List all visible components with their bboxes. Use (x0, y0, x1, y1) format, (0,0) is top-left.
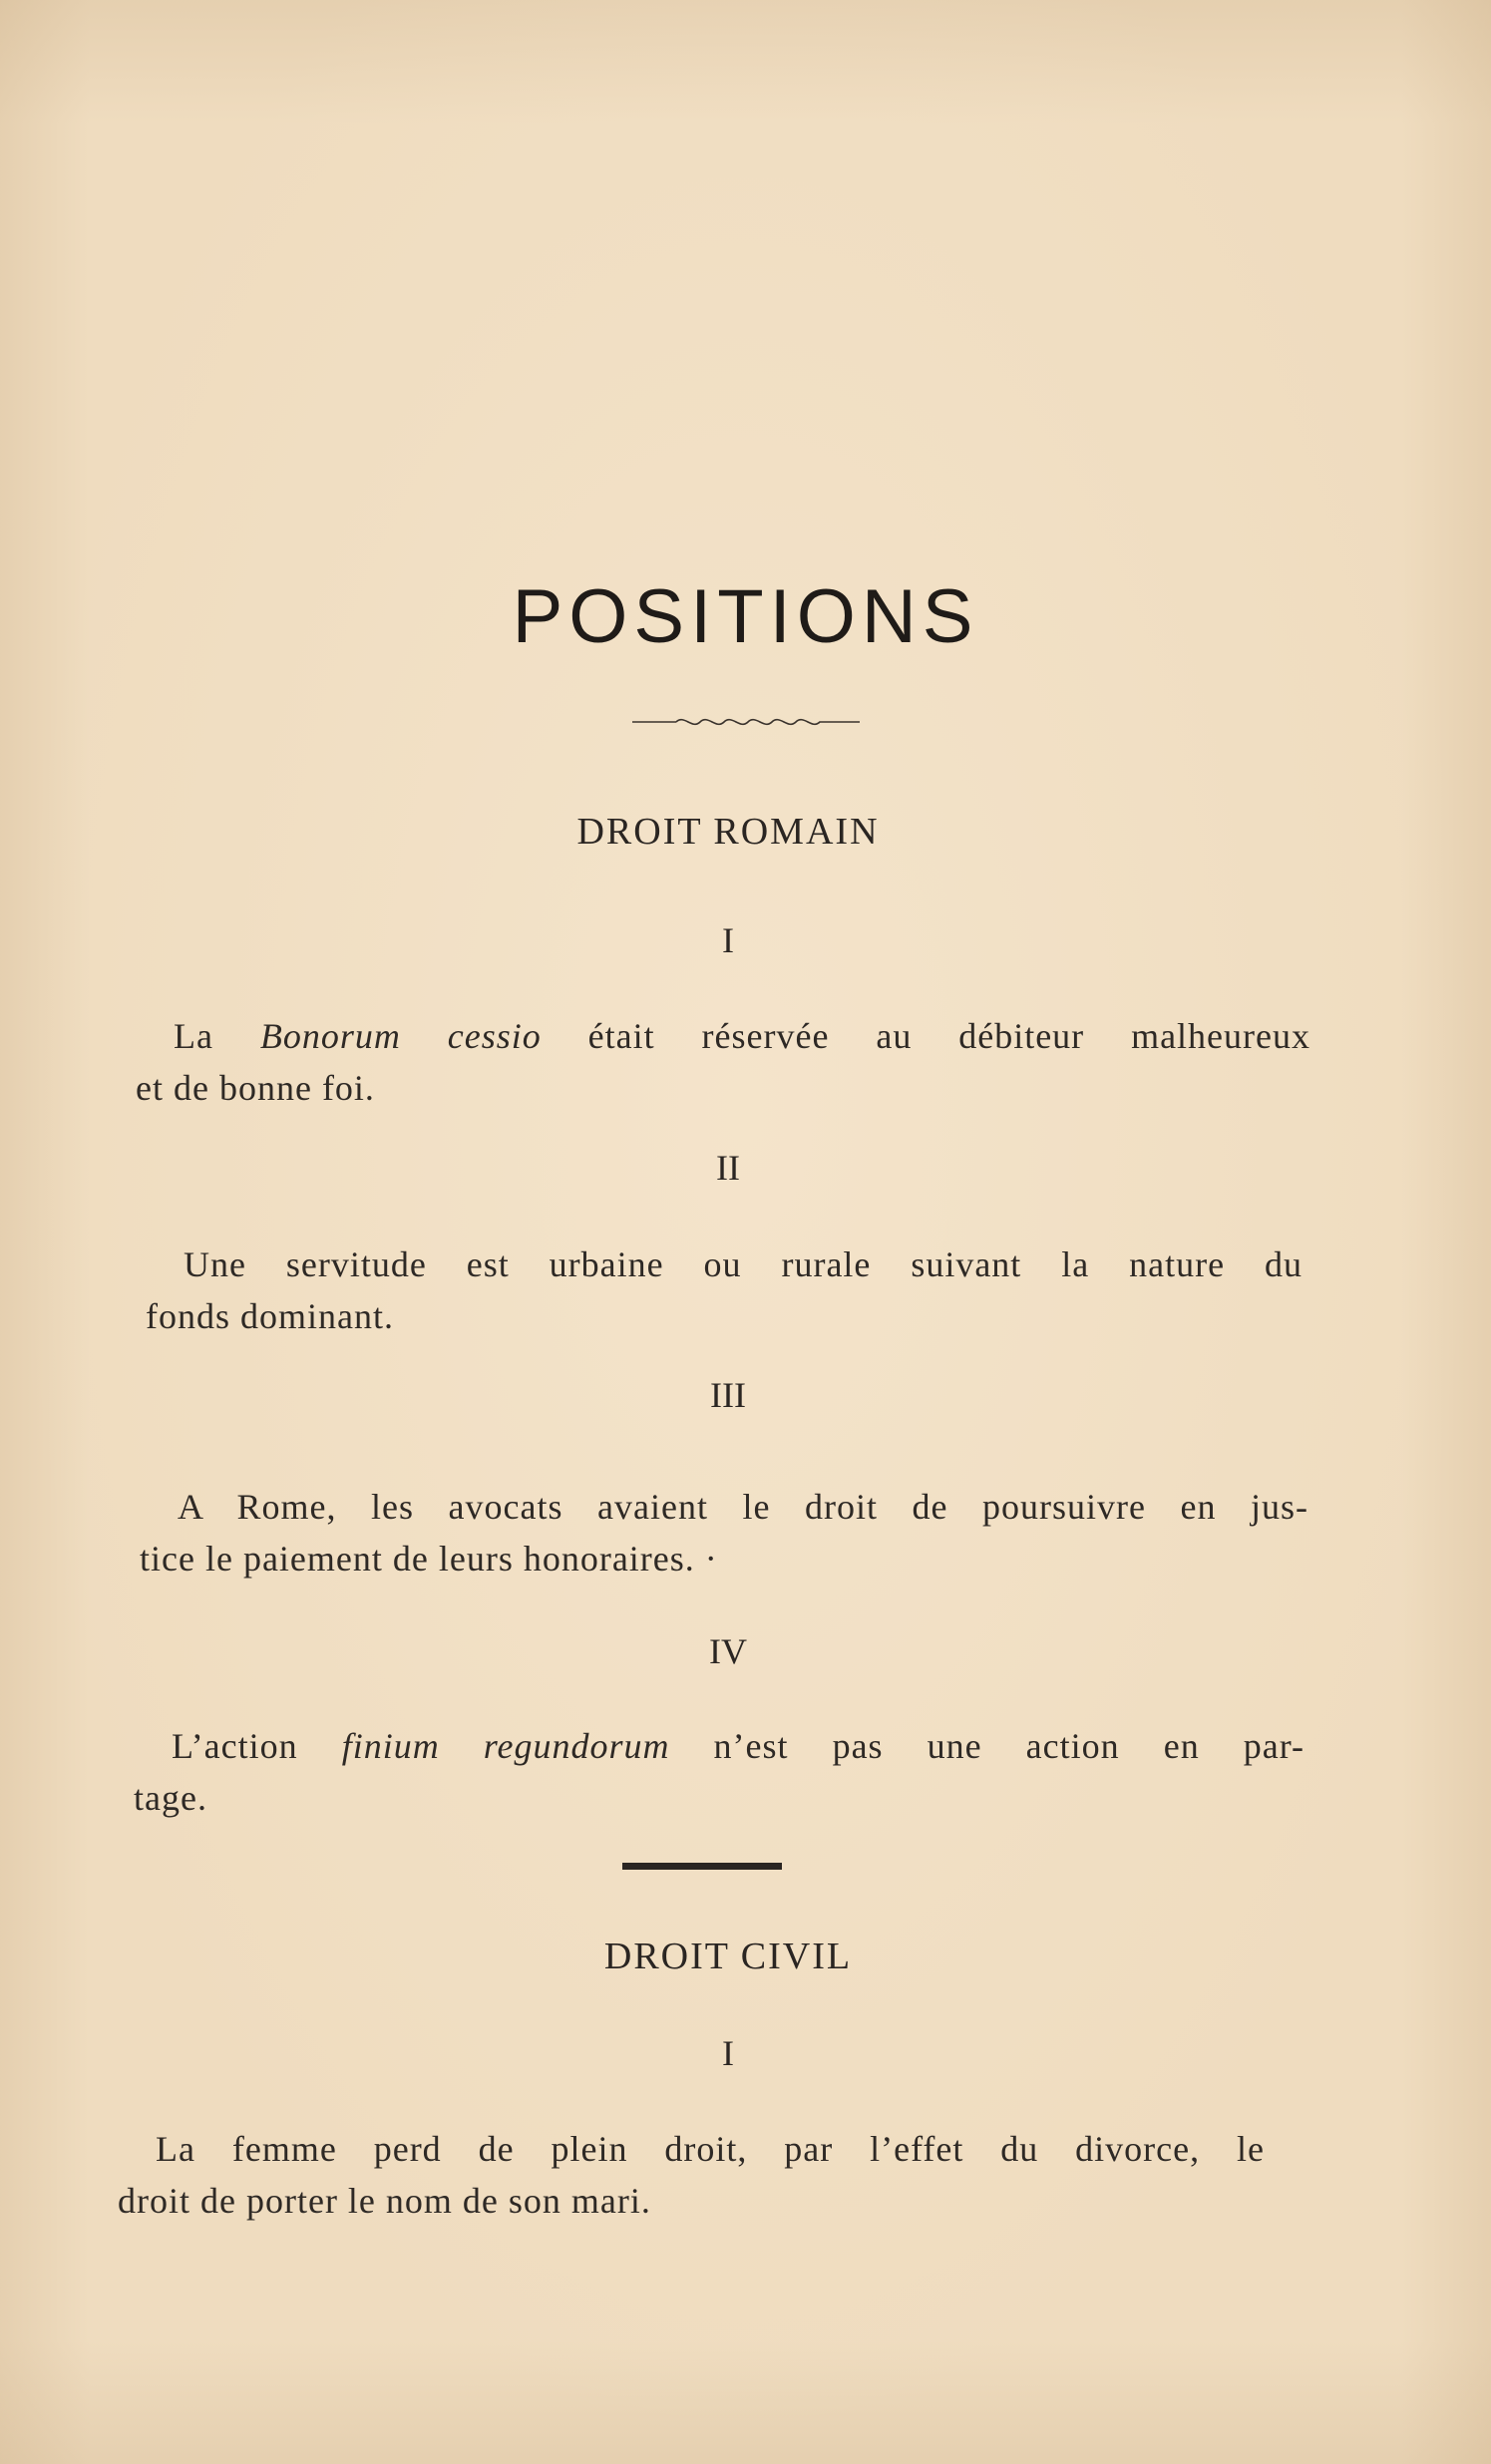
position-text-after: était réservée au débiteur malheureux (541, 1016, 1311, 1056)
position-text-line: La femme perd de plein droit, par l’effet du divorce, le (156, 2129, 1265, 2169)
position-numeral: I (722, 2033, 734, 2073)
section-heading-droit-romain: DROIT ROMAIN (576, 811, 880, 853)
position-text-continuation: droit de porter le nom de son mari. (118, 2181, 651, 2221)
position-numeral: I (722, 920, 734, 960)
section-rule (622, 1863, 782, 1870)
position-text (118, 2123, 1265, 2227)
position-numeral: II (716, 1148, 740, 1188)
position-numeral: IV (709, 1631, 747, 1671)
section-heading-droit-civil: DROIT CIVIL (603, 1936, 853, 1977)
position-text-continuation: tage. (134, 1778, 207, 1818)
position-text-italic: finium regundorum (341, 1726, 670, 1766)
position-numeral: III (710, 1375, 746, 1415)
position-text (140, 1481, 1308, 1584)
position-text-italic: Bonorum cessio (259, 1016, 542, 1056)
page-title: POSITIONS (512, 574, 979, 659)
ornament-divider (628, 710, 868, 734)
position-text-before: La (174, 1016, 260, 1056)
position-text-line: Une servitude est urbaine ou rurale suivant la nature du (184, 1244, 1303, 1284)
position-text-line: A Rome, les avocats avaient le droit de poursuivre en jus- (178, 1487, 1308, 1527)
position-text-continuation: et de bonne foi. (136, 1068, 375, 1108)
position-text (146, 1238, 1303, 1342)
position-text (136, 1010, 1310, 1114)
position-text (134, 1720, 1305, 1824)
position-text-continuation: fonds dominant. (146, 1296, 394, 1336)
position-text-after: n’est pas une action en par- (669, 1726, 1305, 1766)
position-text-continuation: tice le paiement de leurs honoraires. · (140, 1539, 718, 1579)
position-text-before: L’action (172, 1726, 342, 1766)
